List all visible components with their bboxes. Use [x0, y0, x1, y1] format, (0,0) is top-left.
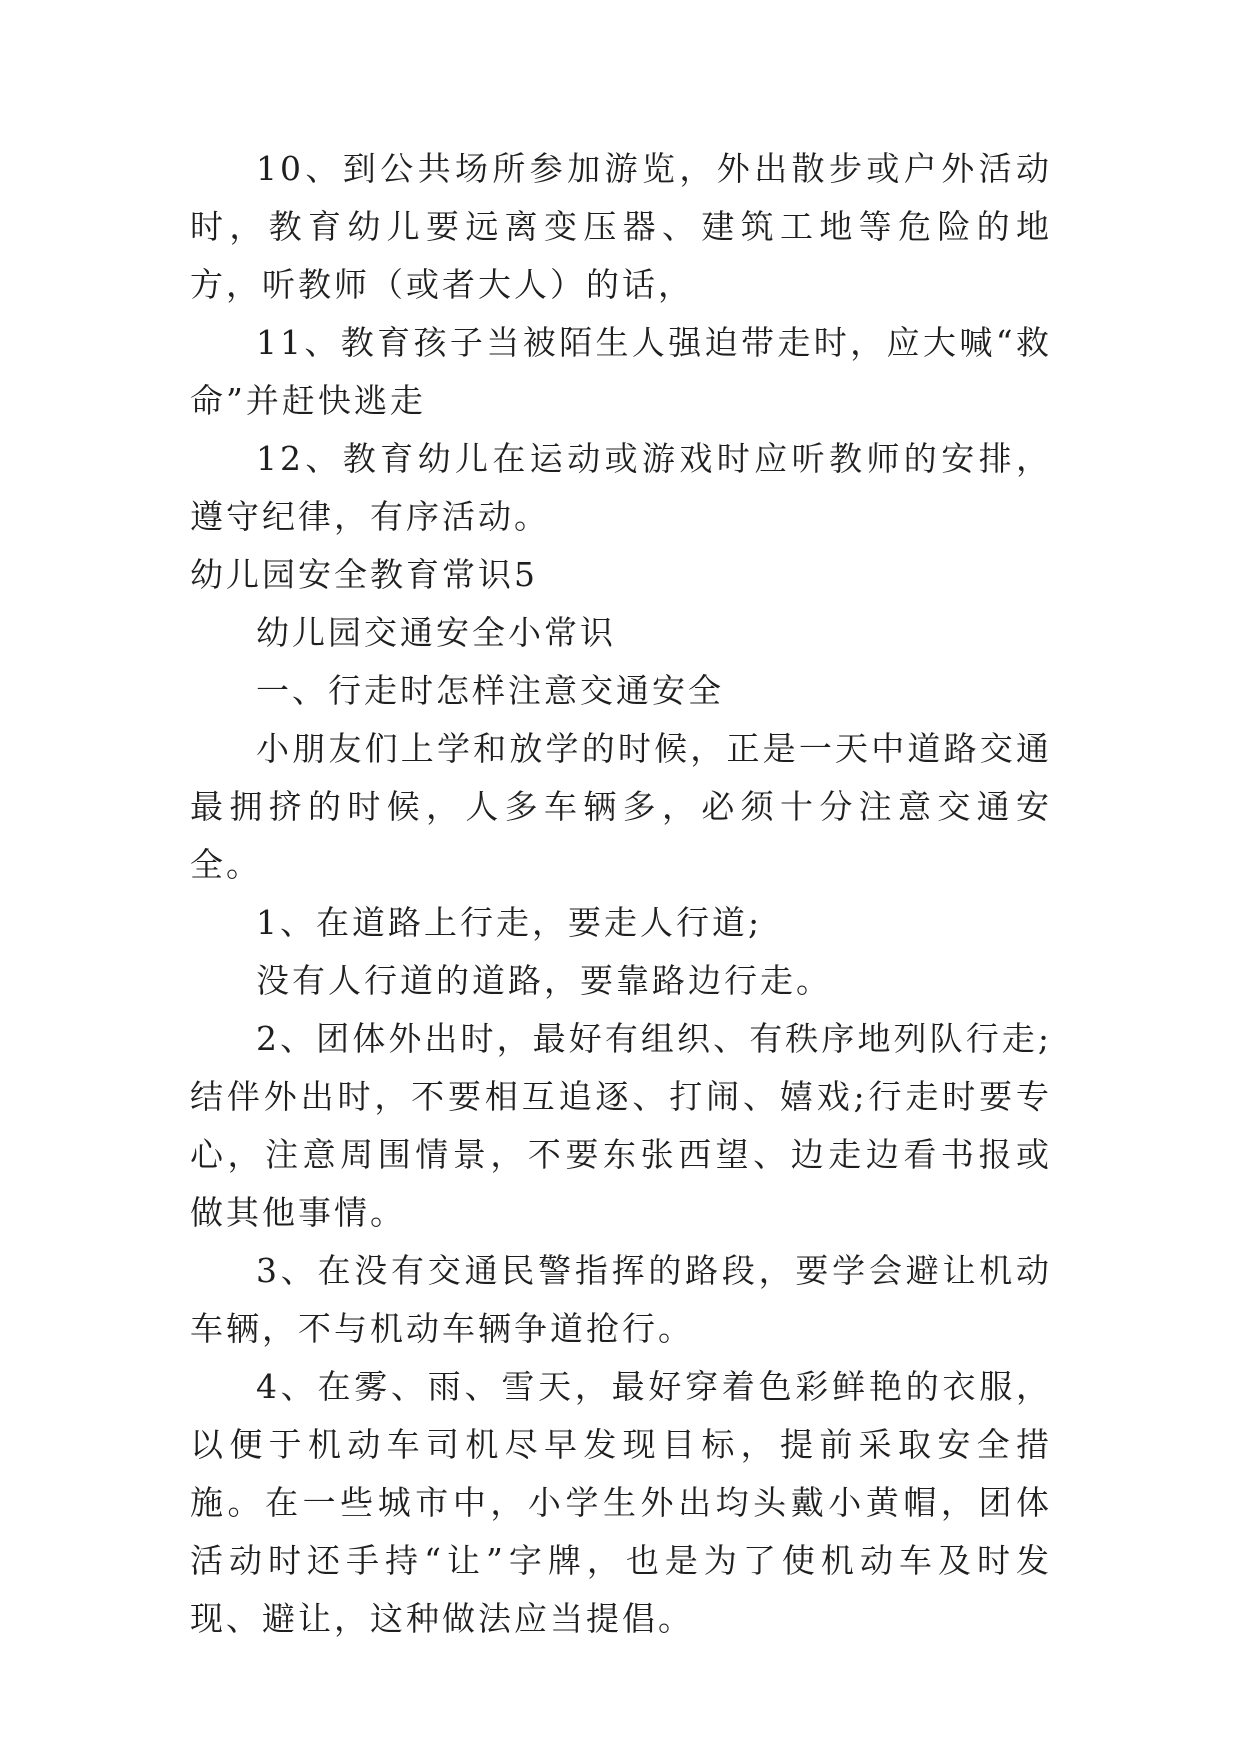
rule-1-continued-paragraph: 没有人行道的道路，要靠路边行走。	[256, 961, 832, 1000]
rule-2-paragraph: 2、团体外出时，最好有组织、有秩序地列队行走;结伴外出时，不要相互追逐、打闹、嬉戏;行走时要专心，注意周围情景，不要东张西望、边走边看书报或做其他事情。	[190, 1019, 1052, 1232]
rule-1-paragraph: 1、在道路上行走，要走人行道;	[256, 903, 763, 942]
section-heading: 一、行走时怎样注意交通安全	[256, 671, 724, 710]
paragraph-item-12: 12、教育幼儿在运动或游戏时应听教师的安排，遵守纪律，有序活动。	[190, 439, 1052, 536]
rule-4-paragraph: 4、在雾、雨、雪天，最好穿着色彩鲜艳的衣服，以便于机动车司机尽早发现目标，提前采取安全措施。在一些城市中，小学生外出均头戴小黄帽，团体活动时还手持“让”字牌，也是为了使机动车及时发现、避让，这种做法应当提倡。	[190, 1367, 1052, 1638]
section-subtitle: 幼儿园交通安全小常识	[256, 613, 616, 652]
section-title: 幼儿园安全教育常识5	[190, 555, 538, 594]
paragraph-item-11: 11、教育孩子当被陌生人强迫带走时，应大喊“救命”并赶快逃走	[190, 323, 1052, 420]
document-page	[190, 140, 1052, 1648]
rule-3-paragraph: 3、在没有交通民警指挥的路段，要学会避让机动车辆，不与机动车辆争道抢行。	[190, 1251, 1052, 1348]
intro-paragraph: 小朋友们上学和放学的时候，正是一天中道路交通最拥挤的时候，人多车辆多，必须十分注意交通安全。	[190, 729, 1052, 884]
paragraph-item-10: 10、到公共场所参加游览，外出散步或户外活动时，教育幼儿要远离变压器、建筑工地等危险的地方，听教师（或者大人）的话，	[190, 149, 1052, 304]
